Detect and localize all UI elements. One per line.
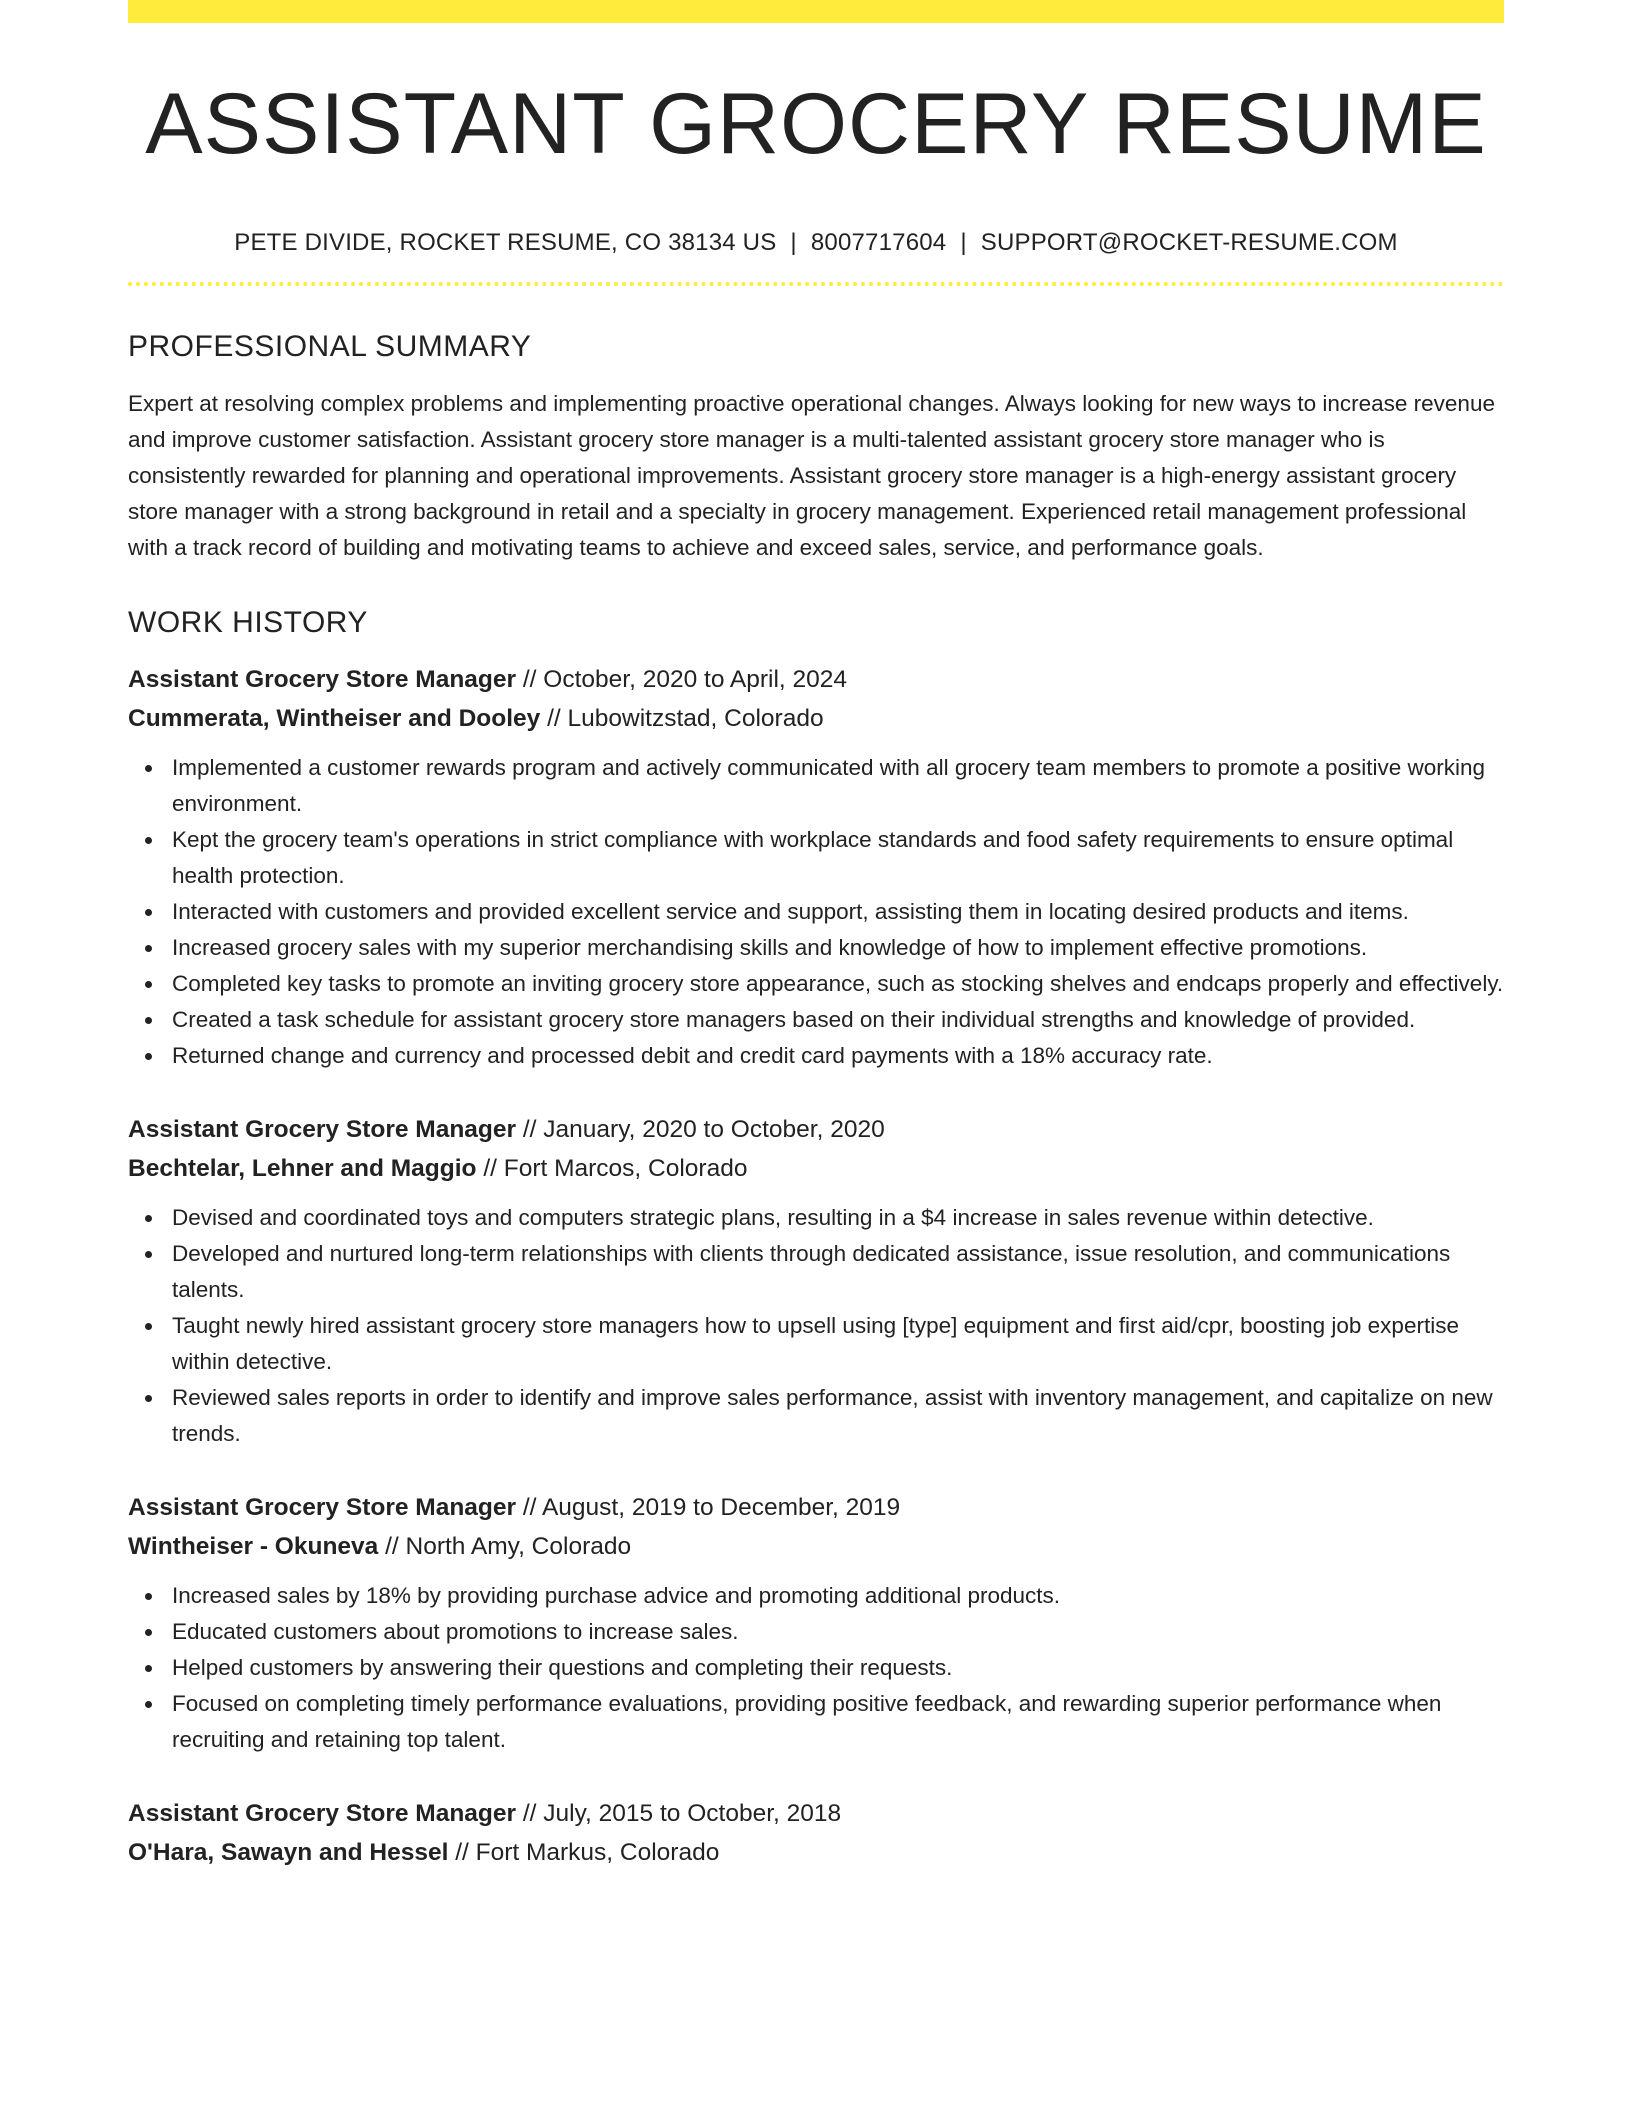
resume-page <box>128 0 1504 1872</box>
job-location: // Fort Markus, Colorado <box>448 1838 720 1866</box>
job-title-line <box>128 1794 1504 1833</box>
bullet-item: Taught newly hired assistant grocery store managers how to upsell using [type] equipment and first aid/cpr, boosting job expertise within detective. <box>172 1308 1504 1380</box>
bullet-item: Kept the grocery team's operations in strict compliance with workplace standards and food safety requirements to ensure optimal health protection. <box>172 822 1504 894</box>
job-title-line <box>128 1488 1504 1527</box>
job-company-line <box>128 1527 1504 1566</box>
job-company: O'Hara, Sawayn and Hessel <box>128 1838 449 1866</box>
job-bullets <box>128 750 1504 1074</box>
resume-title: ASSISTANT GROCERY RESUME <box>145 76 1487 172</box>
job-bullets <box>128 1578 1504 1758</box>
summary-heading: PROFESSIONAL SUMMARY <box>128 329 532 363</box>
job-location: // North Amy, Colorado <box>378 1532 632 1560</box>
job-entry <box>128 1488 1504 1758</box>
job-title: Assistant Grocery Store Manager <box>128 1799 517 1827</box>
job-location: // Fort Marcos, Colorado <box>476 1154 748 1182</box>
bullet-item: Devised and coordinated toys and computers strategic plans, resulting in a $4 increase in sales revenue within detective. <box>172 1200 1504 1236</box>
job-bullets <box>128 1200 1504 1452</box>
job-company-line <box>128 1833 1504 1872</box>
bullet-item: Completed key tasks to promote an inviting grocery store appearance, such as stocking shelves and endcaps properly and effectively. <box>172 966 1504 1002</box>
contact-separator: | <box>960 229 967 256</box>
job-entry <box>128 1110 1504 1452</box>
bullet-item: Implemented a customer rewards program and actively communicated with all grocery team members to promote a positive working environment. <box>172 750 1504 822</box>
contact-separator: | <box>790 229 797 256</box>
contact-line <box>128 229 1504 258</box>
job-title: Assistant Grocery Store Manager <box>128 1493 517 1521</box>
bullet-item: Developed and nurtured long-term relationships with clients through dedicated assistance, issue resolution, and communications talents. <box>172 1236 1504 1308</box>
job-list <box>128 660 1504 1872</box>
bullet-item: Increased sales by 18% by providing purchase advice and promoting additional products. <box>172 1578 1504 1614</box>
job-title: Assistant Grocery Store Manager <box>128 1115 517 1143</box>
contact-phone: 8007717604 <box>810 229 947 256</box>
job-company-line <box>128 1149 1504 1188</box>
bullet-item: Helped customers by answering their questions and completing their requests. <box>172 1650 1504 1686</box>
job-entry <box>128 660 1504 1074</box>
work-history-heading: WORK HISTORY <box>128 605 368 639</box>
bullet-item: Focused on completing timely performance evaluations, providing positive feedback, and rewarding superior performance when recruiting and retaining top talent. <box>172 1686 1504 1758</box>
job-dates: // July, 2015 to October, 2018 <box>516 1799 842 1827</box>
bullet-item: Returned change and currency and processed debit and credit card payments with a 18% accuracy rate. <box>172 1038 1504 1074</box>
job-company: Wintheiser - Okuneva <box>128 1532 379 1560</box>
job-company: Bechtelar, Lehner and Maggio <box>128 1154 477 1182</box>
job-dates: // October, 2020 to April, 2024 <box>516 665 848 693</box>
contact-address: PETE DIVIDE, ROCKET RESUME, CO 38134 US <box>234 229 777 256</box>
job-entry <box>128 1794 1504 1872</box>
job-title-line <box>128 1110 1504 1149</box>
accent-bar <box>128 0 1504 23</box>
contact-email: SUPPORT@ROCKET-RESUME.COM <box>980 229 1398 256</box>
bullet-item: Educated customers about promotions to increase sales. <box>172 1614 1504 1650</box>
job-title-line <box>128 660 1504 699</box>
job-location: // Lubowitzstad, Colorado <box>540 704 824 732</box>
dotted-divider <box>128 282 1504 286</box>
bullet-item: Reviewed sales reports in order to identify and improve sales performance, assist with inventory management, and capitalize on new trends. <box>172 1380 1504 1452</box>
summary-text: Expert at resolving complex problems and implementing proactive operational changes. Always looking for new ways to increase revenue and improve customer satisfaction. Assistant grocery store manager is a multi-talented assistant grocery store manager who is consistently rewarded for planning and operational improvements. Assistant grocery store manager is a high-energy assistant grocery store manager with a strong background in retail and a specialty in grocery management. Experienced retail management professional with a track record of building and motivating teams to achieve and exceed sales, service, and performance goals. <box>128 390 1495 560</box>
job-dates: // August, 2019 to December, 2019 <box>516 1493 901 1521</box>
job-company-line <box>128 699 1504 738</box>
job-dates: // January, 2020 to October, 2020 <box>516 1115 885 1143</box>
job-company: Cummerata, Wintheiser and Dooley <box>128 704 541 732</box>
bullet-item: Increased grocery sales with my superior merchandising skills and knowledge of how to implement effective promotions. <box>172 930 1504 966</box>
bullet-item: Created a task schedule for assistant grocery store managers based on their individual strengths and knowledge of provided. <box>172 1002 1504 1038</box>
bullet-item: Interacted with customers and provided excellent service and support, assisting them in locating desired products and items. <box>172 894 1504 930</box>
job-title: Assistant Grocery Store Manager <box>128 665 517 693</box>
